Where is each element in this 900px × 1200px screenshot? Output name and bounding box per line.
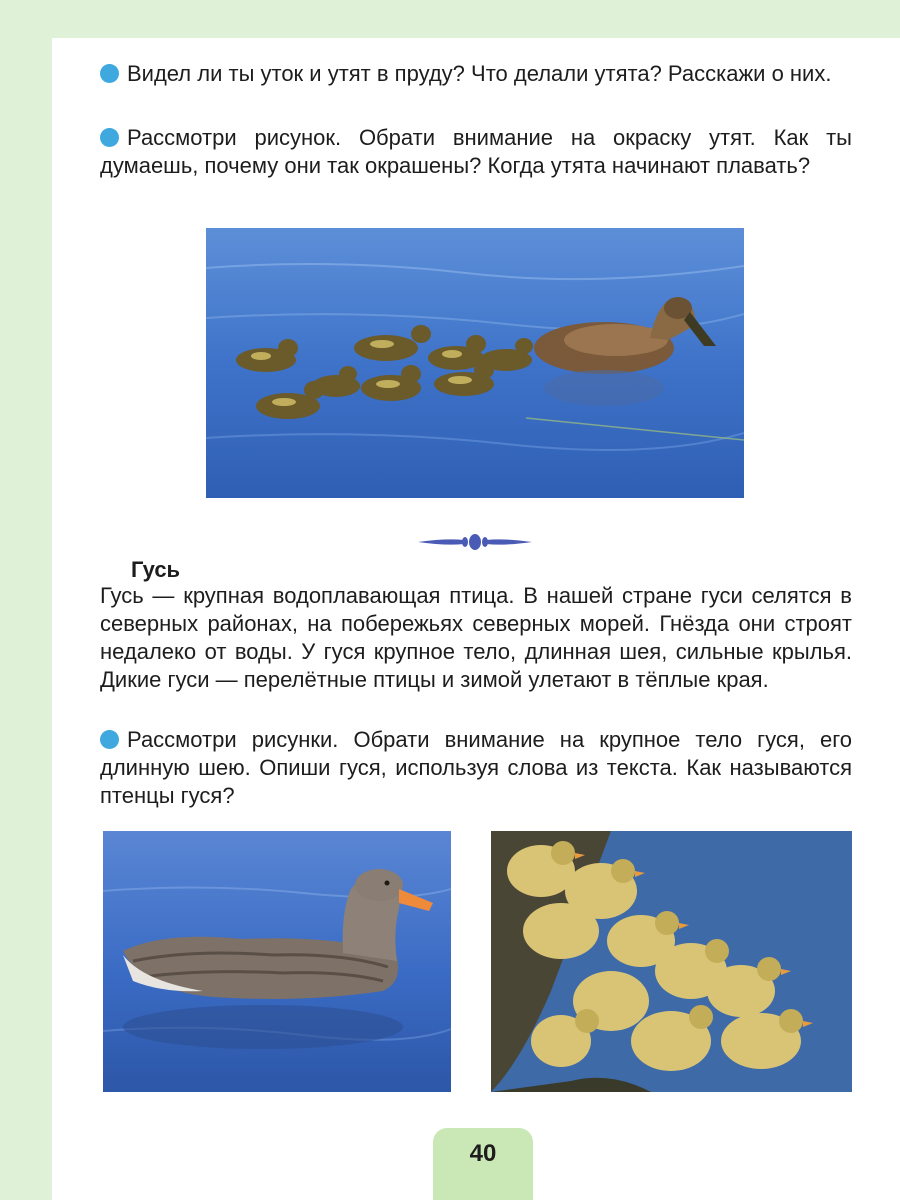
bullet-icon [100,730,119,749]
question-ducks-pond [100,60,852,88]
question-duckling-color [100,124,852,180]
bullet-icon [100,128,119,147]
goslings-photo [491,831,852,1092]
ducks-photo [206,228,744,498]
bullet-icon [100,64,119,83]
question-goose-describe-text: Рассмотри рисунки. Обрати внимание на крупное тело гуся, его длинную шею. Опиши гуся, используя слова из текста. Как называются птенцы гуся? [100,727,852,808]
question-duckling-color-text: Рассмотри рисунок. Обрати внимание на окраску утят. Как ты думаешь, почему они так окрашены? Когда утята начинают плавать? [100,125,852,178]
ornament-divider-icon [418,532,532,552]
question-goose-describe [100,726,852,810]
goose-description-text: Гусь — крупная водоплавающая птица. В нашей стране гуси селятся в северных районах, на побережьях северных морей. Гнёзда они строят недалеко от воды. У гуся крупное тело, длинная шея, сильные крылья. Дикие гуси — перелётные птицы и зимой улетают в тёплые края. [100,583,852,692]
section-heading-goose: Гусь [131,557,181,582]
goose-description [100,582,852,694]
goose-photo [103,831,451,1092]
page-number: 40 [469,1140,497,1167]
question-ducks-pond-text: Видел ли ты уток и утят в пруду? Что делали утята? Расскажи о них. [127,61,832,86]
